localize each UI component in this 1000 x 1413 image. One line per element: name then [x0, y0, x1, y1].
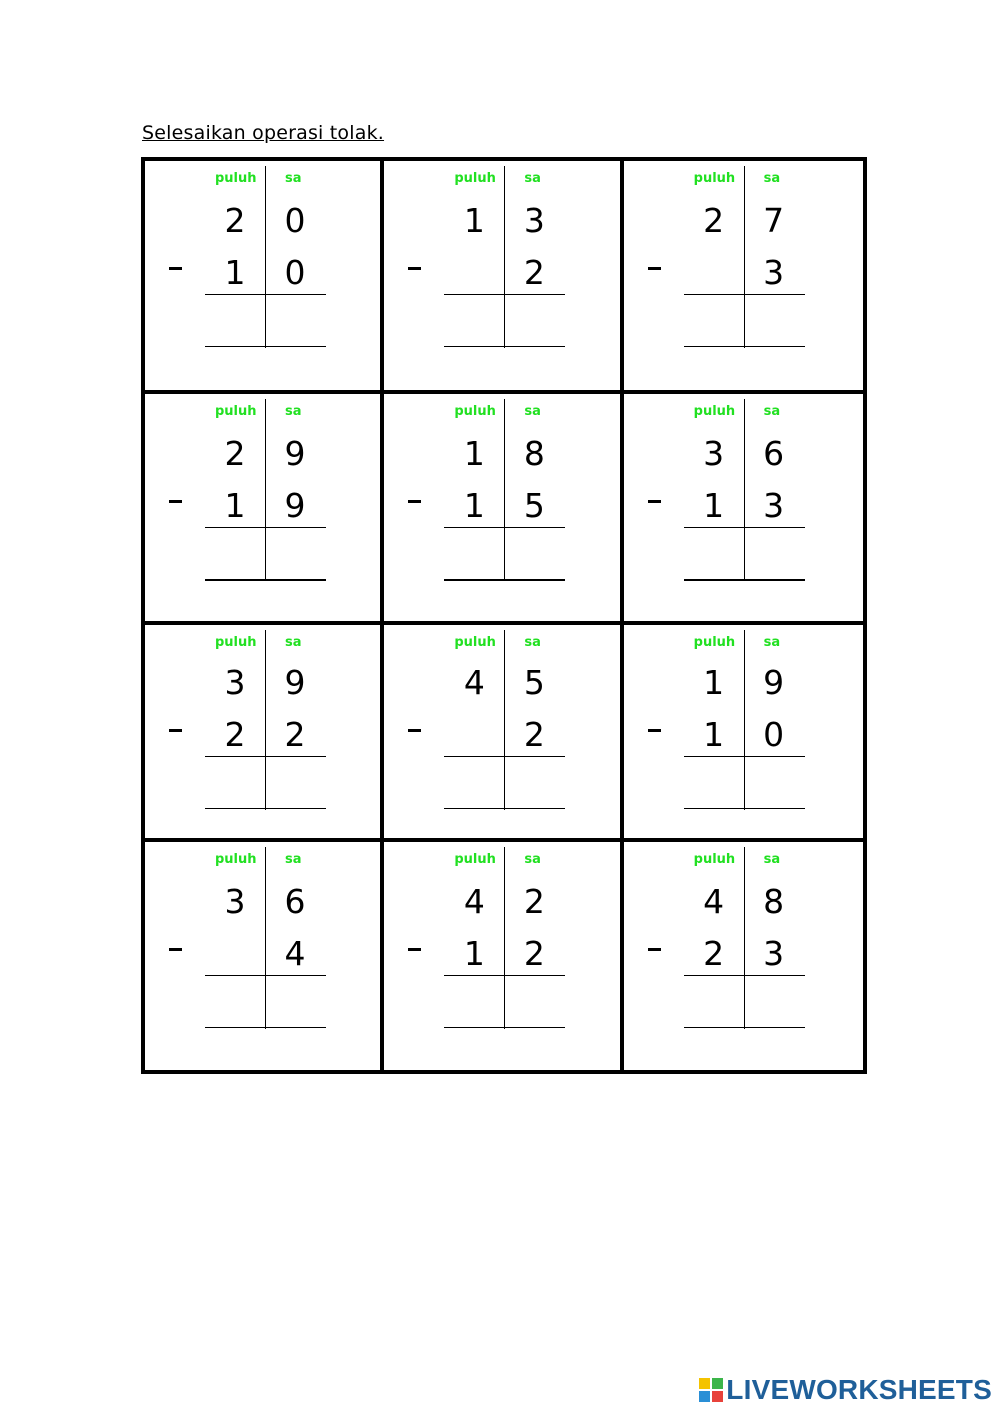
subtrahend-ones: 2 [523, 253, 545, 292]
subtrahend-tens: 2 [703, 934, 725, 973]
problem-cell [624, 625, 863, 842]
subtrahend-ones: 0 [284, 253, 306, 292]
minuend-ones: 3 [523, 201, 545, 240]
ones-header: sa [763, 404, 781, 419]
subtrahend-tens: 1 [703, 486, 725, 525]
minuend-tens: 3 [703, 434, 725, 473]
subtrahend-ones: 3 [763, 934, 785, 973]
problem-cell [145, 625, 384, 842]
answer-bottom-line [205, 579, 326, 581]
subtrahend-ones: 3 [763, 486, 785, 525]
tens-header: puluh [215, 404, 257, 419]
minuend-ones: 9 [284, 434, 306, 473]
tens-header: puluh [454, 852, 496, 867]
answer-bottom-line [444, 346, 565, 347]
subtrahend-ones: 5 [523, 486, 545, 525]
problem-cell [145, 842, 384, 1070]
answer-bottom-line [444, 808, 565, 809]
ones-header: sa [524, 404, 541, 419]
brand-name: LIVEWORKSHEETS [726, 1374, 992, 1405]
minuend-ones: 9 [763, 663, 785, 702]
minuend-ones: 6 [284, 882, 306, 921]
subtrahend-ones: 2 [523, 715, 545, 754]
problem-cell [384, 625, 623, 842]
minuend-ones: 6 [763, 434, 785, 473]
place-value-divider [265, 630, 266, 810]
subtrahend-tens: 1 [224, 486, 246, 525]
minuend-tens: 1 [463, 201, 485, 240]
tens-header: puluh [454, 404, 496, 419]
ones-header: sa [524, 635, 541, 650]
answer-top-line [444, 756, 565, 757]
subtrahend-ones: 9 [284, 486, 306, 525]
answer-top-line [684, 756, 805, 757]
subtrahend-ones: 2 [523, 934, 545, 973]
answer-top-line [684, 294, 805, 295]
place-value-divider [504, 166, 505, 348]
place-value-divider [744, 399, 745, 581]
answer-top-line [684, 527, 805, 528]
place-value-divider [744, 630, 745, 810]
problem-cell [624, 842, 863, 1070]
answer-bottom-line [684, 346, 805, 347]
ones-header: sa [763, 171, 781, 186]
tens-header: puluh [693, 852, 736, 867]
answer-bottom-line [205, 808, 326, 809]
minuend-tens: 4 [703, 882, 725, 921]
tens-header: puluh [454, 635, 496, 650]
subtrahend-tens: 1 [463, 486, 485, 525]
answer-bottom-line [205, 346, 326, 347]
minuend-ones: 5 [523, 663, 545, 702]
tens-header: puluh [693, 171, 736, 186]
worksheet-title: Selesaikan operasi tolak. [142, 122, 385, 144]
subtrahend-ones: 2 [284, 715, 306, 754]
minuend-tens: 1 [463, 434, 485, 473]
minuend-ones: 0 [284, 201, 306, 240]
problem-cell [384, 161, 623, 394]
ones-header: sa [285, 852, 302, 867]
place-value-divider [744, 166, 745, 348]
place-value-divider [504, 399, 505, 581]
answer-top-line [444, 294, 565, 295]
problem-cell [145, 161, 384, 394]
minus-sign [408, 729, 421, 732]
brand-footer [698, 1374, 992, 1406]
minuend-ones: 2 [523, 882, 545, 921]
tens-header: puluh [454, 171, 496, 186]
ones-header: sa [763, 852, 781, 867]
answer-top-line [205, 527, 326, 528]
subtrahend-ones: 0 [763, 715, 785, 754]
answer-top-line [205, 756, 326, 757]
minuend-tens: 2 [224, 434, 246, 473]
answer-bottom-line [444, 579, 565, 581]
minuend-tens: 3 [224, 663, 246, 702]
minuend-tens: 2 [703, 201, 725, 240]
ones-header: sa [524, 171, 541, 186]
place-value-divider [265, 399, 266, 581]
problem-cell [384, 394, 623, 625]
place-value-divider [265, 847, 266, 1029]
place-value-divider [265, 166, 266, 348]
answer-bottom-line [684, 579, 805, 581]
minus-sign [169, 267, 182, 270]
liveworksheets-logo-icon [698, 1377, 724, 1403]
minus-sign [408, 267, 421, 270]
minus-sign [648, 948, 661, 951]
answer-top-line [684, 975, 805, 976]
answer-bottom-line [684, 808, 805, 809]
subtraction-grid [141, 157, 867, 1074]
answer-top-line [444, 527, 565, 528]
minuend-ones: 8 [523, 434, 545, 473]
minus-sign [408, 948, 421, 951]
answer-top-line [205, 975, 326, 976]
minuend-tens: 4 [463, 882, 485, 921]
minus-sign [169, 948, 182, 951]
subtrahend-tens: 1 [703, 715, 725, 754]
problem-cell [145, 394, 384, 625]
minus-sign [648, 500, 661, 503]
minuend-tens: 2 [224, 201, 246, 240]
place-value-divider [504, 630, 505, 810]
ones-header: sa [285, 171, 302, 186]
subtrahend-tens: 1 [463, 934, 485, 973]
ones-header: sa [763, 635, 781, 650]
minus-sign [169, 500, 182, 503]
minus-sign [169, 729, 182, 732]
subtrahend-tens: 1 [224, 253, 246, 292]
tens-header: puluh [693, 404, 736, 419]
minuend-tens: 1 [703, 663, 725, 702]
problem-cell [384, 842, 623, 1070]
tens-header: puluh [215, 171, 257, 186]
answer-bottom-line [205, 1027, 326, 1028]
place-value-divider [504, 847, 505, 1029]
answer-bottom-line [444, 1027, 565, 1028]
tens-header: puluh [215, 852, 257, 867]
minuend-tens: 3 [224, 882, 246, 921]
minuend-ones: 8 [763, 882, 785, 921]
minuend-ones: 9 [284, 663, 306, 702]
place-value-divider [744, 847, 745, 1029]
minus-sign [408, 500, 421, 503]
tens-header: puluh [215, 635, 257, 650]
minuend-tens: 4 [463, 663, 485, 702]
answer-top-line [205, 294, 326, 295]
ones-header: sa [524, 852, 541, 867]
problem-cell [624, 161, 863, 394]
subtrahend-ones: 3 [763, 253, 785, 292]
answer-bottom-line [684, 1027, 805, 1028]
tens-header: puluh [693, 635, 736, 650]
problem-cell [624, 394, 863, 625]
subtrahend-tens: 2 [224, 715, 246, 754]
minus-sign [648, 267, 661, 270]
ones-header: sa [285, 635, 302, 650]
ones-header: sa [285, 404, 302, 419]
minus-sign [648, 729, 661, 732]
subtrahend-ones: 4 [284, 934, 306, 973]
answer-top-line [444, 975, 565, 976]
minuend-ones: 7 [763, 201, 785, 240]
